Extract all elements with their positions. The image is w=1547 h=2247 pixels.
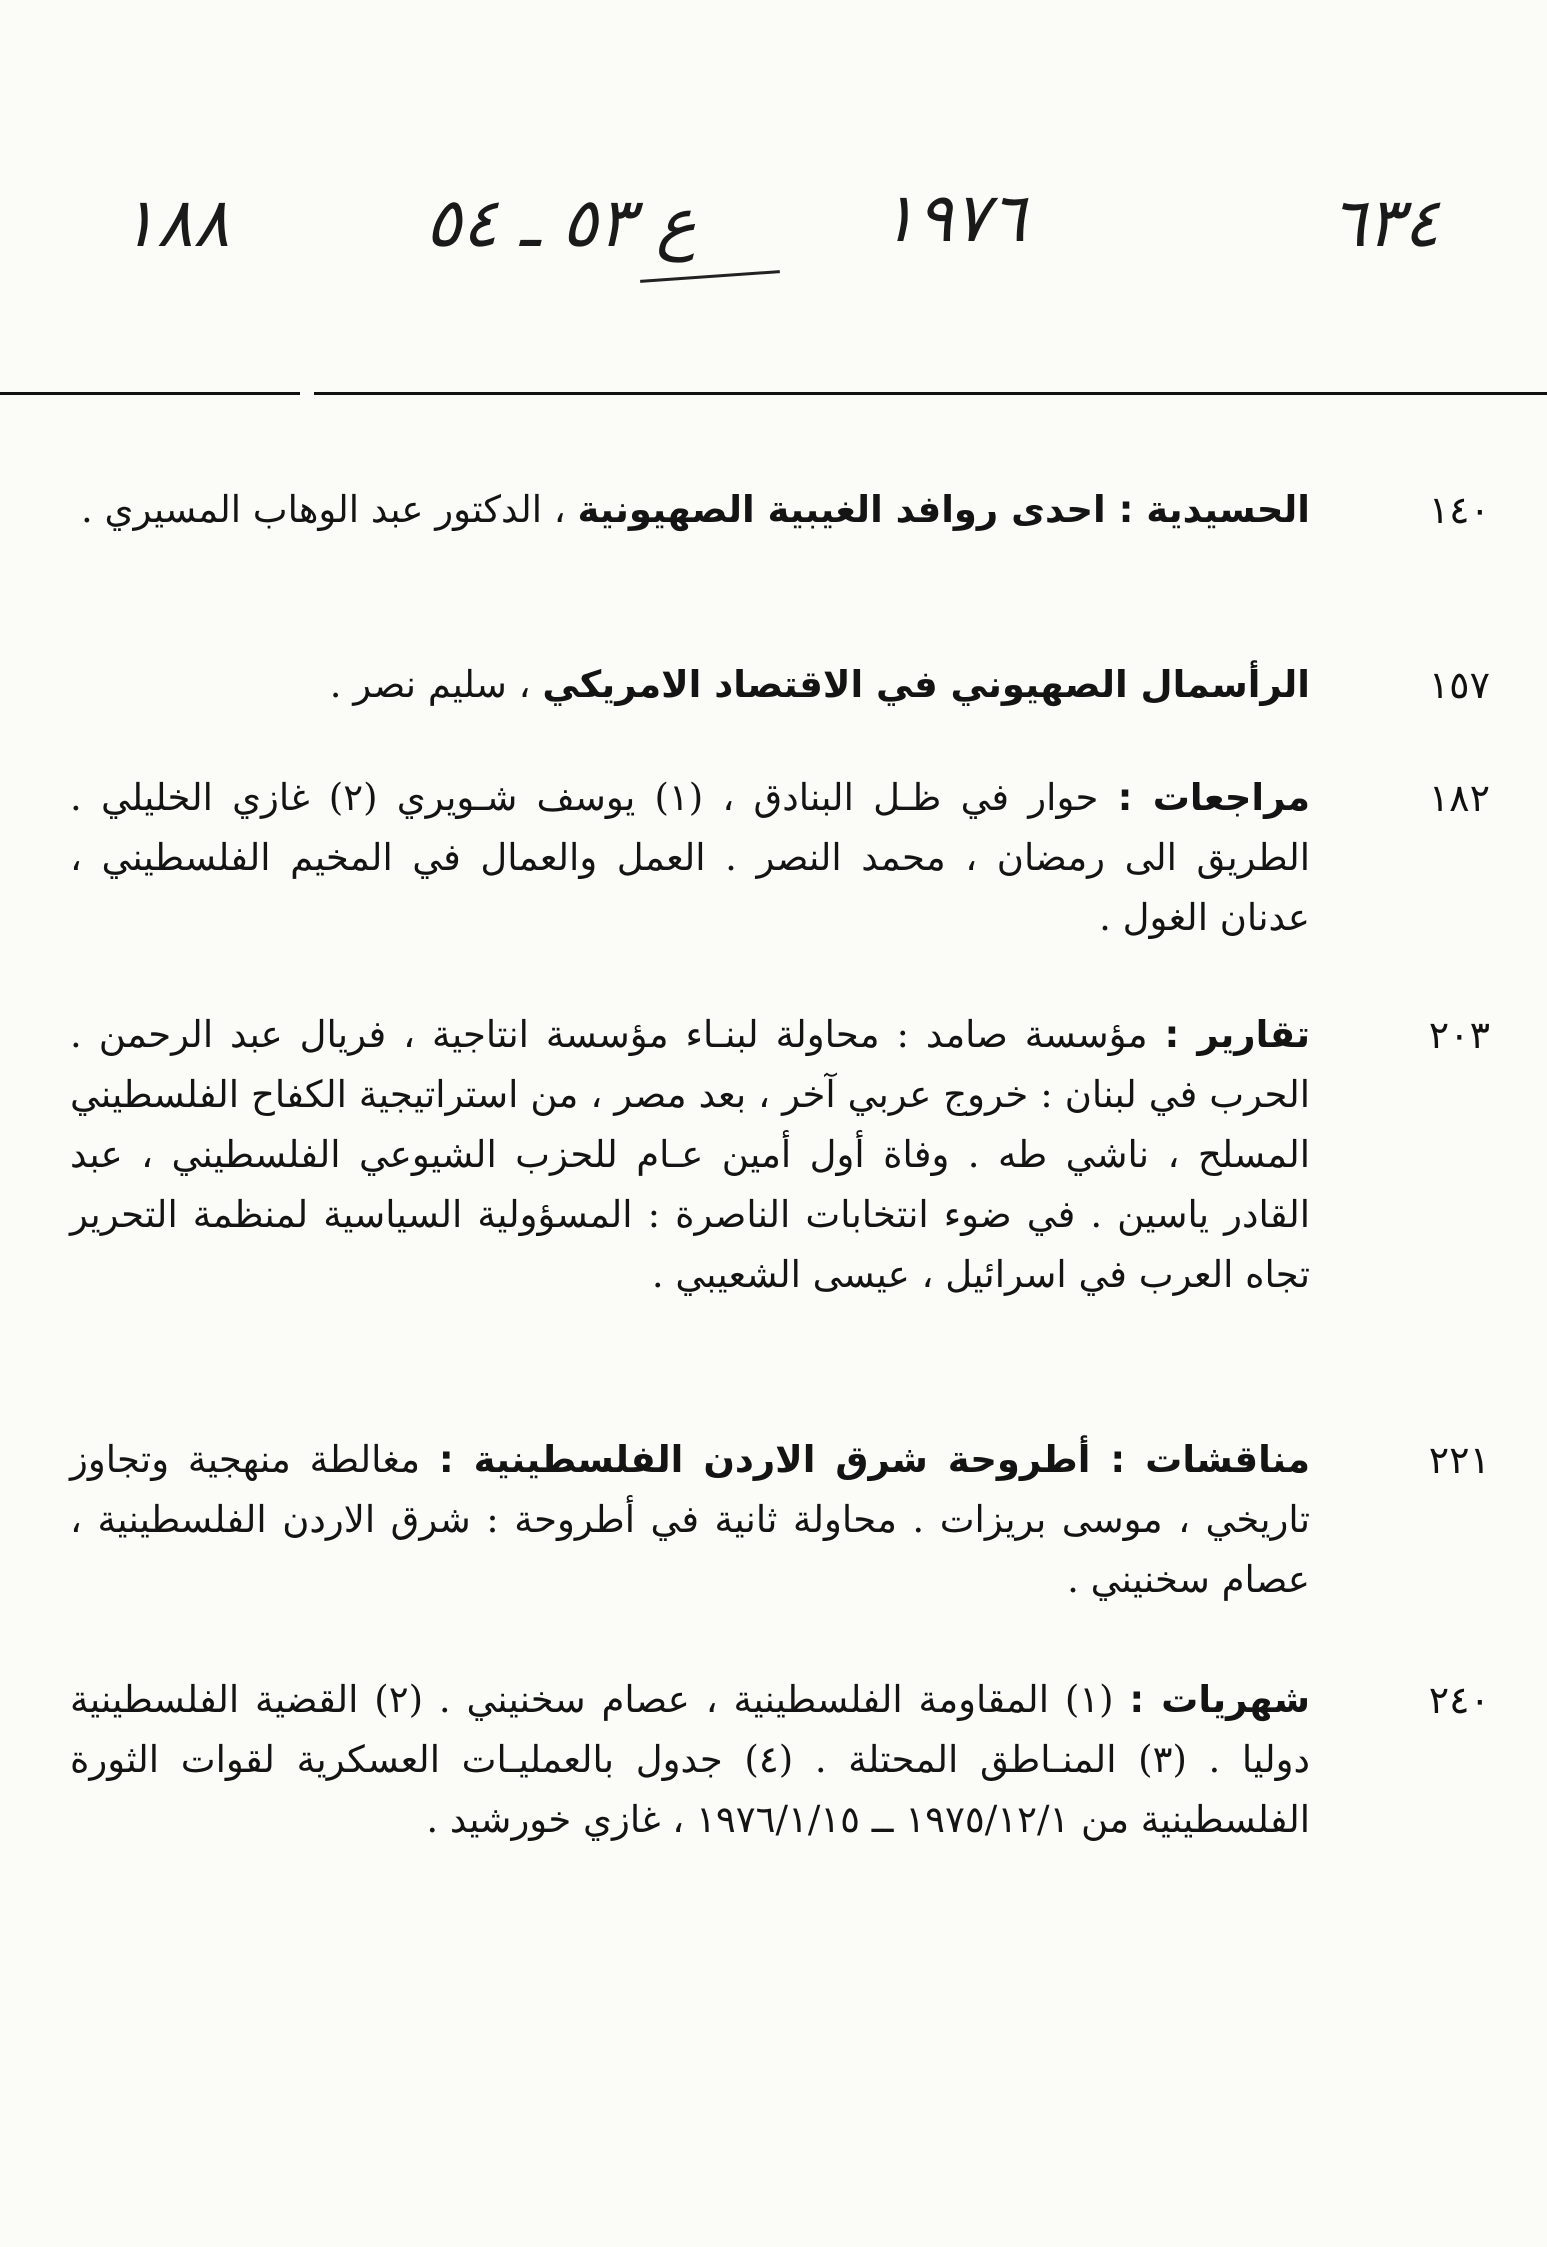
entry-title: الحسيدية : احدى روافد الغيبية الصهيونية xyxy=(577,488,1310,531)
handwritten-year: ١٩٧٦ xyxy=(880,179,1027,258)
entry-title: مناقشات : أطروحة شرق الاردن الفلسطينية : xyxy=(438,1438,1310,1481)
header-divider xyxy=(0,392,1547,395)
entry-text xyxy=(70,480,1310,540)
handwritten-header xyxy=(0,170,1547,310)
entry-details: (١) المقاومة الفلسطينية ، عصام سخنيني . (٢) القضية الفلسطينية دوليا . (٣) المنـاطق المحتلة . (٤) جدول بالعمليـات العسكرية لقوات الثورة الفلسطينية من ١٩٧٥/١٢/١ ــ ١٩٧٦/١/١٥ ، غازي خورشيد . xyxy=(70,1678,1310,1841)
entry-title: شهريات : xyxy=(1129,1678,1310,1721)
entry-page-number: ٢٤٠ xyxy=(1428,1678,1490,1722)
entry-page-number: ١٤٠ xyxy=(1428,488,1490,532)
entry-text xyxy=(70,655,1310,715)
entry-text xyxy=(70,768,1310,948)
entry-title: تقارير : xyxy=(1164,1013,1310,1056)
entry-details: مغالطة منهجية وتجاوز تاريخي ، موسى بريزات . محاولة ثانية في أطروحة : شرق الاردن الفلسطينية ، عصام سخنيني . xyxy=(70,1438,1310,1601)
entry-details: ، الدكتور عبد الوهاب المسيري . xyxy=(81,488,578,531)
entry-details: ، سليم نصر . xyxy=(329,663,543,706)
entry-page-number: ١٨٢ xyxy=(1428,776,1490,820)
divider-break xyxy=(300,390,314,397)
entry-title: مراجعات : xyxy=(1117,776,1310,819)
entry-text xyxy=(70,1670,1310,1850)
entry-title: الرأسمال الصهيوني في الاقتصاد الامريكي xyxy=(542,663,1310,706)
handwritten-issue: ع ٥٣ ـ ٥٤ xyxy=(425,184,697,263)
entry-text xyxy=(70,1005,1310,1305)
handwritten-underline xyxy=(640,270,780,283)
entry-page-number: ١٥٧ xyxy=(1428,663,1490,707)
entry-details: مؤسسة صامد : محاولة لبنـاء مؤسسة انتاجية ، فريال عبد الرحمن . الحرب في لبنان : خروج عربي آخر ، بعد مصر ، من استراتيجية الكفاح الفلسطيني المسلح ، ناشي طه . وفاة أول أمين عـام للحزب الشيوعي الفلسطيني ، عبد القادر ياسين . في ضوء انتخابات الناصرة : المسؤولية السياسية لمنظمة التحرير تجاه العرب في اسرائيل ، عيسى الشعيبي . xyxy=(70,1013,1310,1296)
entry-details: حوار في ظـل البنادق ، (١) يوسف شـويري (٢) غازي الخليلي . الطريق الى رمضان ، محمد النصر . العمل والعمال في المخيم الفلسطيني ، عدنان الغول . xyxy=(70,776,1310,939)
entry-text xyxy=(70,1430,1310,1610)
entry-page-number: ٢٠٣ xyxy=(1428,1013,1490,1057)
entry-page-number: ٢٢١ xyxy=(1428,1438,1490,1482)
handwritten-page-mark: ١٨٨ xyxy=(120,184,230,263)
handwritten-catalog-number: ٦٣٤ xyxy=(1330,184,1440,263)
